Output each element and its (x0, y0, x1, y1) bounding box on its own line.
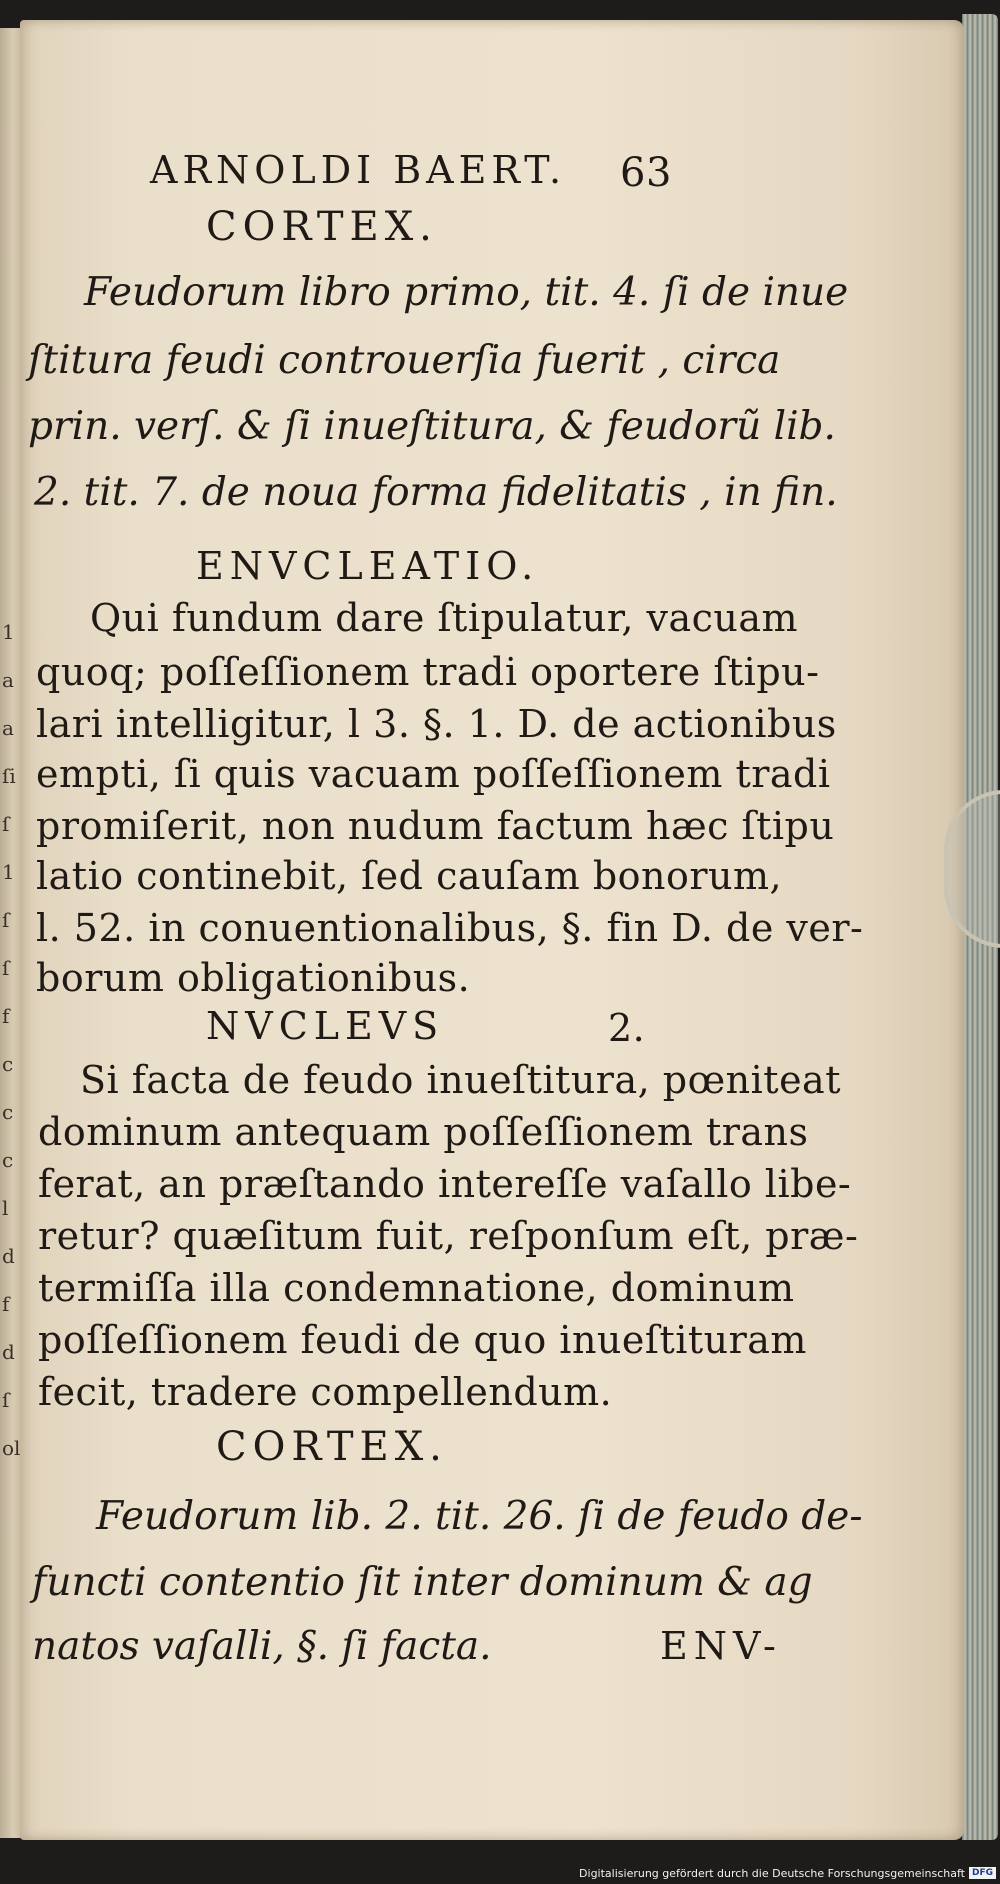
text-line: latio continebit, ſed cauſam bonorum, (36, 854, 783, 898)
margin-fragment: ſi (2, 764, 16, 788)
text-line: Qui fundum dare ſtipulatur, vacuam (90, 596, 799, 640)
running-head: ARNOLDI BAERT. (150, 148, 567, 192)
text-line: borum obligationibus. (36, 956, 471, 1000)
margin-fragment: ſ (2, 908, 10, 932)
margin-fragment: a (2, 716, 14, 740)
section-heading: NVCLEVS (206, 1004, 445, 1048)
margin-fragment: c (2, 1052, 14, 1076)
text-line: empti, ſi quis vacuam poſſeſſionem tradi (36, 752, 831, 796)
margin-fragment: f (2, 1004, 10, 1028)
text-line: l. 52. in conuentionalibus, §. fin D. de ver- (36, 906, 864, 950)
page-text (20, 20, 964, 1840)
margin-fragment: 1 (2, 620, 15, 644)
text-line: natos vaſalli, §. ſi facta. (32, 1624, 492, 1669)
text-line: prin. verſ. & ſi inueſtitura, & feudorũ lib. (28, 404, 836, 449)
section-heading: ENVCLEATIO. (196, 544, 540, 588)
margin-fragment: ſ (2, 1388, 10, 1412)
section-heading: CORTEX. (216, 1424, 448, 1470)
credit-text: Digitalisierung gefördert durch die Deutsche Forschungsgemeinschaft (579, 1866, 965, 1880)
facing-page-margin-text (2, 608, 20, 1472)
margin-fragment: 1 (2, 860, 15, 884)
text-line: Feudorum lib. 2. tit. 26. ſi de feudo de- (96, 1494, 863, 1539)
section-number: 2. (608, 1006, 646, 1050)
digitization-credit (579, 1864, 996, 1882)
margin-fragment: c (2, 1148, 14, 1172)
margin-fragment: c (2, 1100, 14, 1124)
text-line: fecit, tradere compellendum. (38, 1370, 613, 1414)
dfg-logo: DFG (969, 1867, 996, 1879)
margin-fragment: f (2, 1292, 10, 1316)
text-line: termiſſa illa condemnatione, dominum (38, 1266, 795, 1310)
margin-fragment: l (2, 1196, 9, 1220)
text-line: poſſeſſionem feudi de quo inueſtituram (38, 1318, 807, 1362)
margin-fragment: d (2, 1340, 15, 1364)
text-line: dominum antequam poſſeſſionem trans (38, 1110, 809, 1154)
catchword: ENV- (660, 1624, 782, 1668)
text-line: functi contentio ſit inter dominum & ag (32, 1560, 813, 1605)
text-line: lari intelligitur, l 3. §. 1. D. de actionibus (36, 702, 837, 746)
margin-fragment: a (2, 668, 14, 692)
text-line: quoq; poſſeſſionem tradi oportere ſtipu- (36, 650, 820, 694)
text-line: 2. tit. 7. de noua forma fidelitatis , in fin. (34, 470, 838, 515)
text-line: Si facta de feudo inueſtitura, pœniteat (80, 1058, 841, 1102)
text-line: Feudorum libro primo, tit. 4. ſi de inue (84, 270, 849, 315)
facing-page-edge (0, 28, 22, 1838)
page-number: 63 (620, 150, 672, 196)
margin-fragment: d (2, 1244, 15, 1268)
margin-fragment: ſ (2, 812, 10, 836)
text-line: ſtitura feudi controuerſia fuerit , circa (28, 338, 781, 383)
text-line: promiſerit, non nudum factum hæc ſtipu (36, 804, 835, 848)
text-line: ferat, an præſtando intereſſe vaſallo libe- (38, 1162, 852, 1206)
text-line: retur? quæſitum fuit, reſponſum eſt, præ- (38, 1214, 859, 1258)
book-page (20, 20, 964, 1840)
margin-fragment: ol (2, 1436, 21, 1460)
margin-fragment: ſ (2, 956, 10, 980)
section-heading: CORTEX. (206, 204, 438, 250)
